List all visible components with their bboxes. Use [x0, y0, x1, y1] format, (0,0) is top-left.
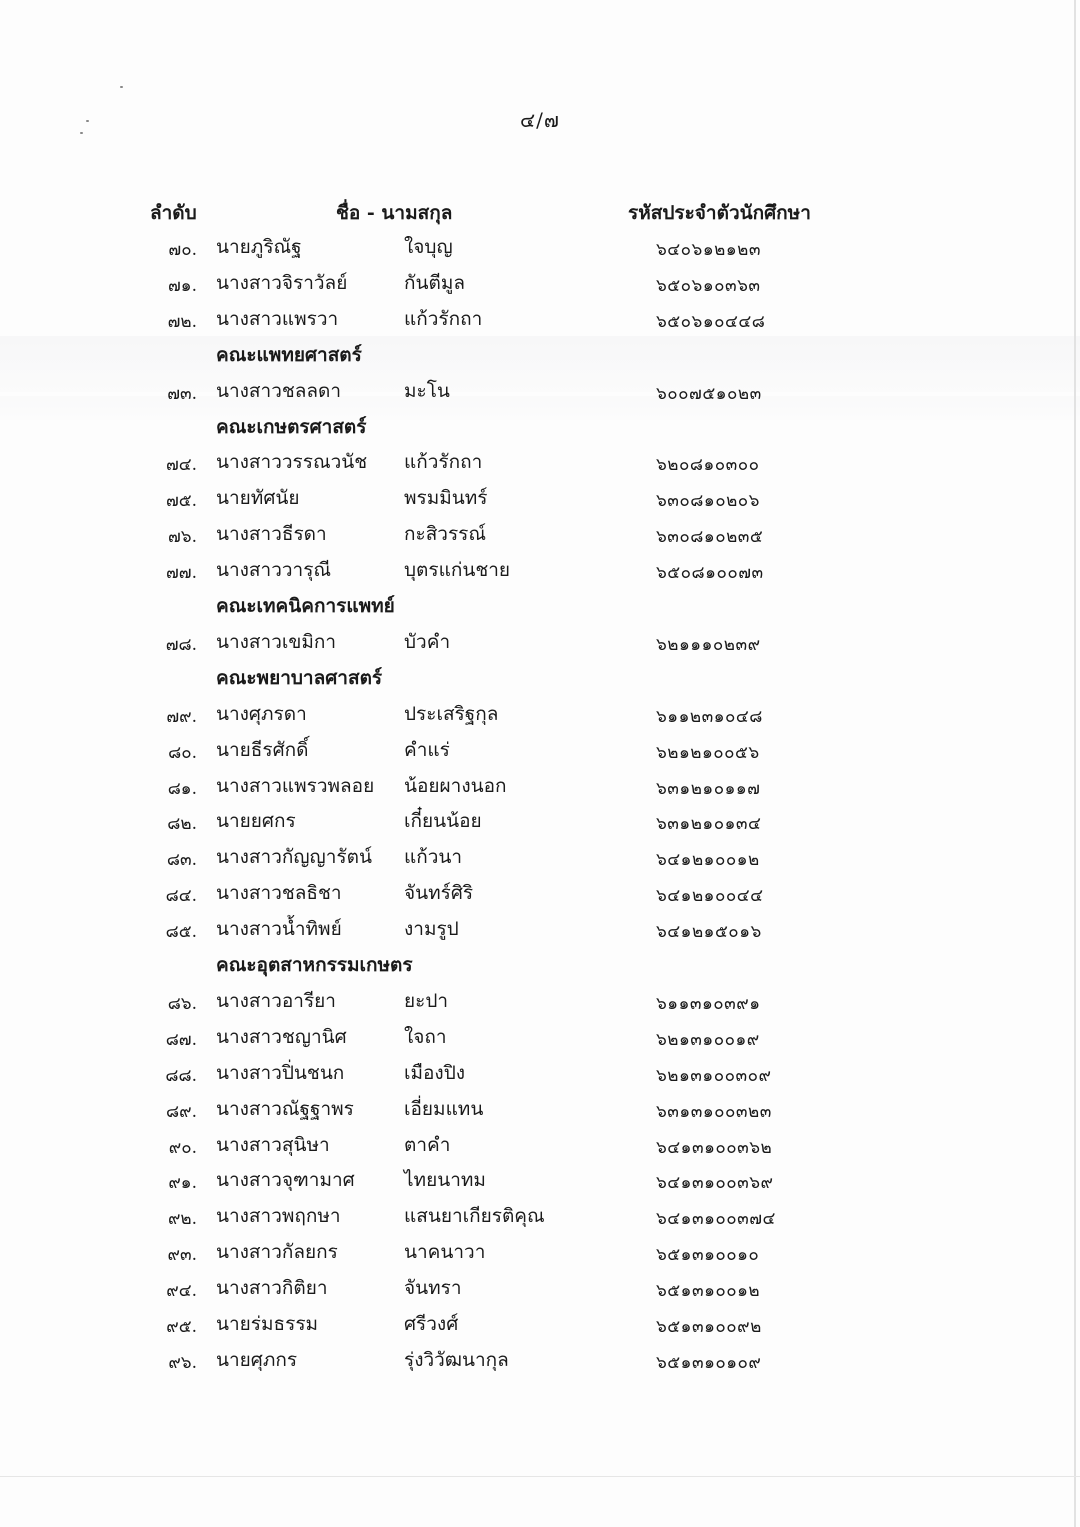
table-row [0, 1345, 1080, 1379]
row-number: ๙๐. [168, 1137, 197, 1158]
first-name: นางสาวกัญญารัตน์ [216, 846, 372, 869]
student-id: ๖๕๐๖๑๐๓๖๓ [656, 275, 761, 296]
row-number: ๘๒. [167, 814, 197, 835]
first-name: นางสาวพฤกษา [216, 1205, 341, 1228]
faculty-heading [0, 412, 1080, 446]
last-name: กะสิวรรณ์ [404, 523, 487, 546]
student-id: ๖๔๑๒๑๐๐๑๒ [656, 850, 760, 871]
first-name: นางสาวกัลยกร [216, 1241, 338, 1264]
student-id: ๖๔๐๖๑๒๑๒๓ [656, 240, 761, 260]
row-number: ๗๙. [166, 706, 197, 727]
scan-speck [120, 86, 123, 88]
table-row [0, 699, 1080, 733]
table-row [0, 555, 1080, 589]
table-row [0, 232, 1080, 266]
student-id: ๖๕๑๓๑๐๐๑๐ [656, 1245, 760, 1266]
last-name: น้อยผางนอก [404, 774, 507, 797]
row-number: ๘๔. [165, 886, 197, 907]
row-number: ๗๒. [167, 311, 197, 332]
last-name: ไทยนาทม [404, 1169, 486, 1192]
student-id: ๖๑๑๒๓๑๐๔๘ [656, 706, 763, 727]
table-row [0, 914, 1080, 948]
table-row [0, 842, 1080, 876]
last-name: รุ่งวิวัฒนากุล [404, 1348, 509, 1371]
student-id: ๖๒๑๓๑๐๐๓๐๙ [656, 1065, 772, 1086]
faculty-heading [0, 340, 1080, 374]
row-number: ๘๐. [168, 742, 197, 763]
student-id: ๖๓๑๒๑๐๑๓๔ [656, 814, 762, 835]
row-number: ๙๔. [166, 1281, 197, 1302]
faculty-heading-label: คณะอุตสาหกรรมเกษตร [216, 954, 413, 976]
faculty-heading-label: คณะพยาบาลศาสตร์ [216, 666, 383, 689]
table-row [0, 1309, 1080, 1343]
faculty-heading-label: คณะเทคนิคการแพทย์ [216, 595, 395, 617]
table-row [0, 1237, 1080, 1271]
student-id: ๖๒๑๑๑๐๒๓๙ [656, 634, 761, 655]
table-row [0, 878, 1080, 912]
student-id: ๖๒๐๘๑๐๓๐๐ [656, 455, 760, 476]
table-header [0, 198, 1080, 232]
student-id: ๖๓๐๘๑๐๒๓๕ [656, 527, 764, 548]
faculty-heading [0, 950, 1080, 984]
student-id: ๖๓๑๒๑๐๑๑๗ [656, 778, 761, 799]
table-row [0, 806, 1080, 840]
table-row [0, 627, 1080, 661]
table-row [0, 1165, 1080, 1199]
first-name: นางสาวน้ำทิพย์ [216, 918, 342, 941]
last-name: เมืองปิง [404, 1061, 466, 1084]
last-name: พรมมินทร์ [404, 487, 488, 510]
header-order: ลำดับ [150, 202, 197, 224]
student-id: ๖๔๑๓๑๐๐๓๖๒ [656, 1137, 773, 1158]
table-row [0, 986, 1080, 1020]
student-id: ๖๔๑๓๑๐๐๓๖๙ [656, 1173, 774, 1194]
faculty-heading [0, 663, 1080, 697]
first-name: นางสาวเขมิกา [216, 630, 337, 653]
first-name: นางสาวสุนิษา [216, 1133, 330, 1156]
first-name: นางสาววารุณี [216, 559, 332, 582]
student-id: ๖๔๑๓๑๐๐๓๗๔ [656, 1209, 776, 1230]
first-name: นางศุภรดา [216, 702, 307, 725]
table-row [0, 1022, 1080, 1056]
last-name: ใจบุญ [404, 236, 453, 258]
page-number: ๔/๗ [520, 108, 560, 132]
table-row [0, 483, 1080, 517]
student-id: ๖๕๐๘๑๐๐๗๓ [656, 563, 764, 584]
last-name: ประเสริฐกุล [404, 702, 499, 725]
row-number: ๙๒. [167, 1209, 197, 1230]
row-number: ๘๙. [166, 1101, 197, 1122]
row-number: ๙๖. [168, 1352, 197, 1373]
student-id: ๖๒๑๓๑๐๐๑๙ [656, 1029, 760, 1050]
student-id: ๖๓๐๘๑๐๒๐๖ [656, 491, 760, 512]
first-name: นายภูริณัฐ [216, 236, 302, 258]
last-name: นาคนาวา [404, 1241, 486, 1264]
first-name: นางสาวชลลดา [216, 379, 342, 402]
student-id: ๖๑๑๓๑๐๓๙๑ [656, 993, 761, 1014]
row-number: ๘๘. [165, 1065, 197, 1086]
student-id: ๖๒๑๒๑๐๐๕๖ [656, 742, 760, 763]
first-name: นางสาวชลธิชา [216, 882, 342, 905]
row-number: ๗๐. [168, 240, 197, 260]
row-number: ๙๑. [168, 1173, 197, 1194]
first-name: นางสาวแพรวพลอย [216, 774, 375, 797]
row-number: ๗๘. [165, 634, 197, 655]
last-name: มะโน [404, 379, 450, 402]
first-name: นางสาวกิติยา [216, 1277, 328, 1300]
first-name: นางสาวปิ่นชนก [216, 1061, 345, 1084]
row-number: ๙๕. [166, 1317, 197, 1337]
row-number: ๘๓. [166, 850, 197, 871]
table-row [0, 519, 1080, 553]
student-id: ๖๕๐๖๑๐๔๔๘ [656, 311, 766, 332]
table-row [0, 1273, 1080, 1307]
last-name: จันทรา [404, 1277, 462, 1300]
faculty-heading [0, 591, 1080, 625]
student-id: ๖๕๑๓๑๐๑๐๙ [656, 1352, 762, 1373]
table-row [0, 735, 1080, 769]
last-name: จันทร์ศิริ [404, 882, 474, 905]
row-number: ๗๖. [168, 527, 197, 548]
last-name: กันตีมูล [404, 271, 465, 294]
row-number: ๗๔. [165, 455, 197, 476]
page-bottom-line [0, 1476, 1080, 1477]
row-number: ๙๓. [167, 1245, 197, 1266]
last-name: แก้วรักถา [404, 307, 483, 330]
student-id: ๖๕๑๓๑๐๐๙๒ [656, 1317, 762, 1337]
last-name: เอี่ยมแทน [404, 1097, 484, 1120]
table-row [0, 1058, 1080, 1092]
student-id: ๖๕๑๓๑๐๐๑๒ [656, 1281, 761, 1302]
student-id: ๖๔๑๒๑๕๐๑๖ [656, 922, 762, 943]
table-row [0, 447, 1080, 481]
last-name: แสนยาเกียรติคุณ [404, 1205, 545, 1228]
student-id: ๖๔๑๒๑๐๐๔๔ [656, 886, 764, 907]
table-row [0, 304, 1080, 338]
table-row [0, 1094, 1080, 1128]
first-name: นางสาวชญานิศ [216, 1025, 347, 1048]
student-id: ๖๓๑๓๑๐๐๓๒๓ [656, 1101, 772, 1122]
first-name: นางสาวอารียา [216, 989, 336, 1012]
first-name: นายทัศนัย [216, 487, 300, 510]
first-name: นางสาวจิราวัลย์ [216, 271, 348, 294]
row-number: ๗๗. [166, 563, 197, 584]
first-name: นายร่มธรรม [216, 1313, 319, 1335]
last-name: งามรูป [404, 918, 459, 941]
row-number: ๘๗. [165, 1029, 197, 1050]
faculty-heading-label: คณะเกษตรศาสตร์ [216, 415, 367, 438]
row-number: ๗๕. [165, 491, 197, 512]
last-name: ตาคำ [404, 1133, 451, 1156]
first-name: นายธีรศักดิ์ [216, 738, 309, 761]
header-student-id: รหัสประจำตัวนักศึกษา [628, 202, 811, 224]
faculty-heading-label: คณะแพทยศาสตร์ [216, 343, 362, 366]
last-name: บุตรแก่นชาย [404, 559, 511, 582]
first-name: นายศุภกร [216, 1348, 298, 1371]
last-name: ยะปา [404, 989, 449, 1012]
student-id: ๖๐๐๗๕๑๐๒๓ [656, 383, 762, 404]
table-row [0, 268, 1080, 302]
table-row [0, 771, 1080, 805]
first-name: นางสาวณัฐฐาพร [216, 1097, 354, 1120]
last-name: เกี๋ยนน้อย [404, 810, 482, 833]
row-number: ๗๓. [167, 383, 197, 404]
first-name: นางสาววรรณวนัช [216, 451, 368, 474]
header-name: ชื่อ - นามสกุล [336, 202, 453, 224]
table-row [0, 1201, 1080, 1235]
table-row [0, 376, 1080, 410]
first-name: นางสาวแพรวา [216, 307, 339, 330]
row-number: ๗๑. [168, 275, 197, 296]
last-name: แก้วรักถา [404, 451, 483, 474]
first-name: นางสาวจุฑามาศ [216, 1169, 355, 1192]
first-name: นายยศกร [216, 810, 296, 833]
last-name: ใจถา [404, 1025, 447, 1048]
table-row [0, 1130, 1080, 1164]
row-number: ๘๑. [167, 778, 197, 799]
last-name: คำแร่ [404, 738, 450, 761]
row-number: ๘๕. [165, 922, 197, 943]
first-name: นางสาวธีรดา [216, 523, 327, 546]
row-number: ๘๖. [167, 993, 197, 1014]
last-name: ศรีวงศ์ [404, 1313, 459, 1335]
last-name: บัวคำ [404, 630, 451, 653]
last-name: แก้วนา [404, 846, 463, 869]
